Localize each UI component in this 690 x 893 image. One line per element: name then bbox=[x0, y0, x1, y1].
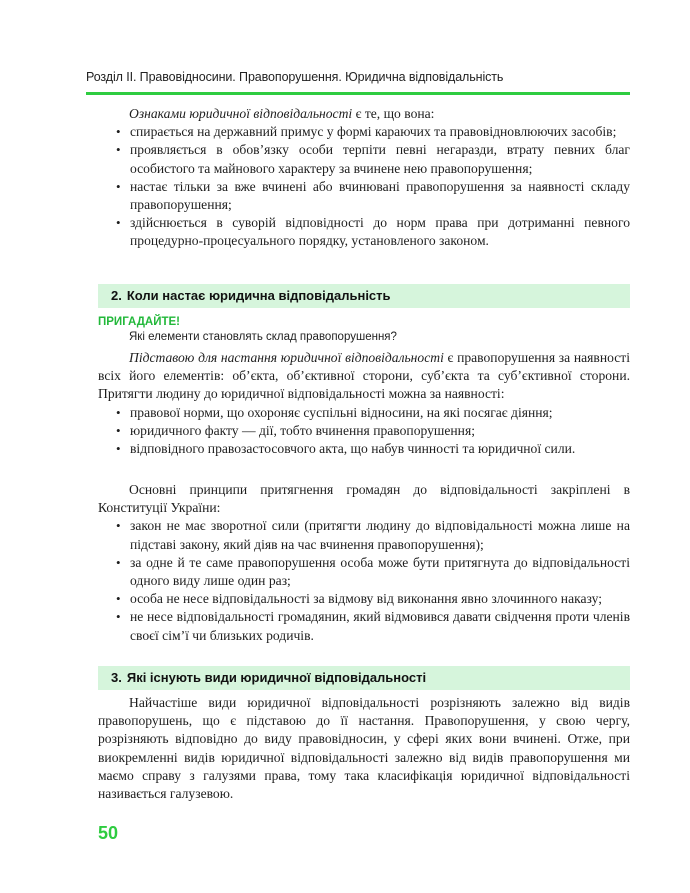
section-3-number: 3. bbox=[111, 670, 122, 685]
list-item: • особа не несе відповідальності за відмову від виконання явно злочинного наказу; bbox=[98, 590, 630, 608]
section-2-number: 2. bbox=[111, 288, 122, 303]
running-header: Розділ ІІ. Правовідносини. Правопорушення. Юридична відповідальність bbox=[86, 70, 504, 84]
page-number: 50 bbox=[98, 823, 119, 843]
grounds-lead-italic: Підставою для настання юридичної відповідальності bbox=[129, 350, 444, 365]
intro-lead bbox=[98, 105, 630, 123]
bullet-icon: • bbox=[116, 441, 121, 457]
bullet-icon: • bbox=[116, 554, 121, 570]
bullet-icon: • bbox=[116, 404, 121, 420]
list-item: • спирається на державний примус у формі караючих та правовідновлюючих засобів; bbox=[98, 123, 630, 141]
list-item: • за одне й те саме правопорушення особа може бути притягнута до відповідальності одного виду лише один раз; bbox=[116, 554, 630, 589]
list-item: • проявляється в обов’язку особи терпіти певні негаразди, втрату певних благ особистого та майнового характеру за вчинене нею правопорушення; bbox=[116, 142, 630, 176]
bullet-icon: • bbox=[116, 215, 121, 231]
intro-lead-italic: Ознаками юридичної відповідальності bbox=[129, 106, 353, 121]
grounds-lead bbox=[98, 349, 630, 404]
bullet-icon: • bbox=[116, 591, 121, 607]
intro-list bbox=[98, 123, 630, 250]
bullet-icon: • bbox=[116, 609, 121, 625]
intro-lead-rest: є те, що вона: bbox=[352, 106, 435, 121]
list-item: • юридичного факту — дії, тобто вчинення правопорушення; bbox=[98, 422, 630, 440]
recall-question: Які елементи становлять склад правопорушення? bbox=[129, 331, 397, 343]
bullet-icon: • bbox=[116, 142, 121, 158]
list-item: • правової норми, що охороняє суспільні відносини, на які посягає діяння; bbox=[98, 404, 630, 422]
types-block bbox=[98, 694, 630, 803]
section-2-heading bbox=[98, 284, 630, 308]
list-item: • закон не має зворотної сили (притягти людину до відповідальності можна лише на підставі закону, який діяв на час вчинення правопорушення); bbox=[116, 518, 630, 552]
intro-block bbox=[98, 105, 630, 251]
list-item: • відповідного правозастосовчого акта, що набув чинності та юридичної сили. bbox=[98, 440, 630, 458]
types-text: Найчастіше види юридичної відповідальності розрізняють залежно від видів правопорушень, що є підставою до її настання. Правопорушення, у свою чергу, розрізняють відповідно до виду правовідносин, у сфері яких вони вчинені. Отже, при виокремленні видів юридичної відповідальності залежно від видів правопорушення ми маємо справу з галузями права, тому така класифікація юридичної відповідальності називається галузевою. bbox=[98, 695, 630, 802]
grounds-block bbox=[98, 349, 630, 458]
grounds-lead-rest: є правопорушення за наявності всіх його елементів: об’єкта, об’єктивної сторони, суб’єкта та суб’єктивної сторони. Притягти людину до юридичної відповідальності можна за наявності: bbox=[98, 350, 630, 402]
principles-text: Основні принципи притягнення громадян до відповідальності закріплені в Конституції України: bbox=[98, 482, 630, 516]
list-item: • не несе відповідальності громадянин, який відмовився давати свідчення проти членів своєї сім’ї чи близьких родичів. bbox=[116, 609, 630, 643]
grounds-list bbox=[98, 404, 630, 459]
principles-block bbox=[98, 481, 630, 645]
bullet-icon: • bbox=[116, 422, 121, 438]
bullet-icon: • bbox=[116, 124, 121, 140]
list-item: • здійснюється в суворій відповідності до норм права при дотриманні певного процедурно-процесуального порядку, установленого законом. bbox=[116, 215, 630, 249]
recall-title: ПРИГАДАЙТЕ! bbox=[98, 316, 181, 328]
principles-list bbox=[98, 517, 630, 644]
list-item: • настає тільки за вже вчинені або вчинювані правопорушення за наявності складу правопорушення; bbox=[116, 178, 630, 213]
section-3-heading bbox=[98, 666, 630, 690]
header-rule bbox=[86, 92, 630, 95]
bullet-icon: • bbox=[116, 178, 121, 194]
bullet-icon: • bbox=[116, 518, 121, 534]
section-2-title: Коли настає юридична відповідальність bbox=[126, 288, 391, 303]
section-3-title: Які існують види юридичної відповідальності bbox=[126, 670, 427, 685]
